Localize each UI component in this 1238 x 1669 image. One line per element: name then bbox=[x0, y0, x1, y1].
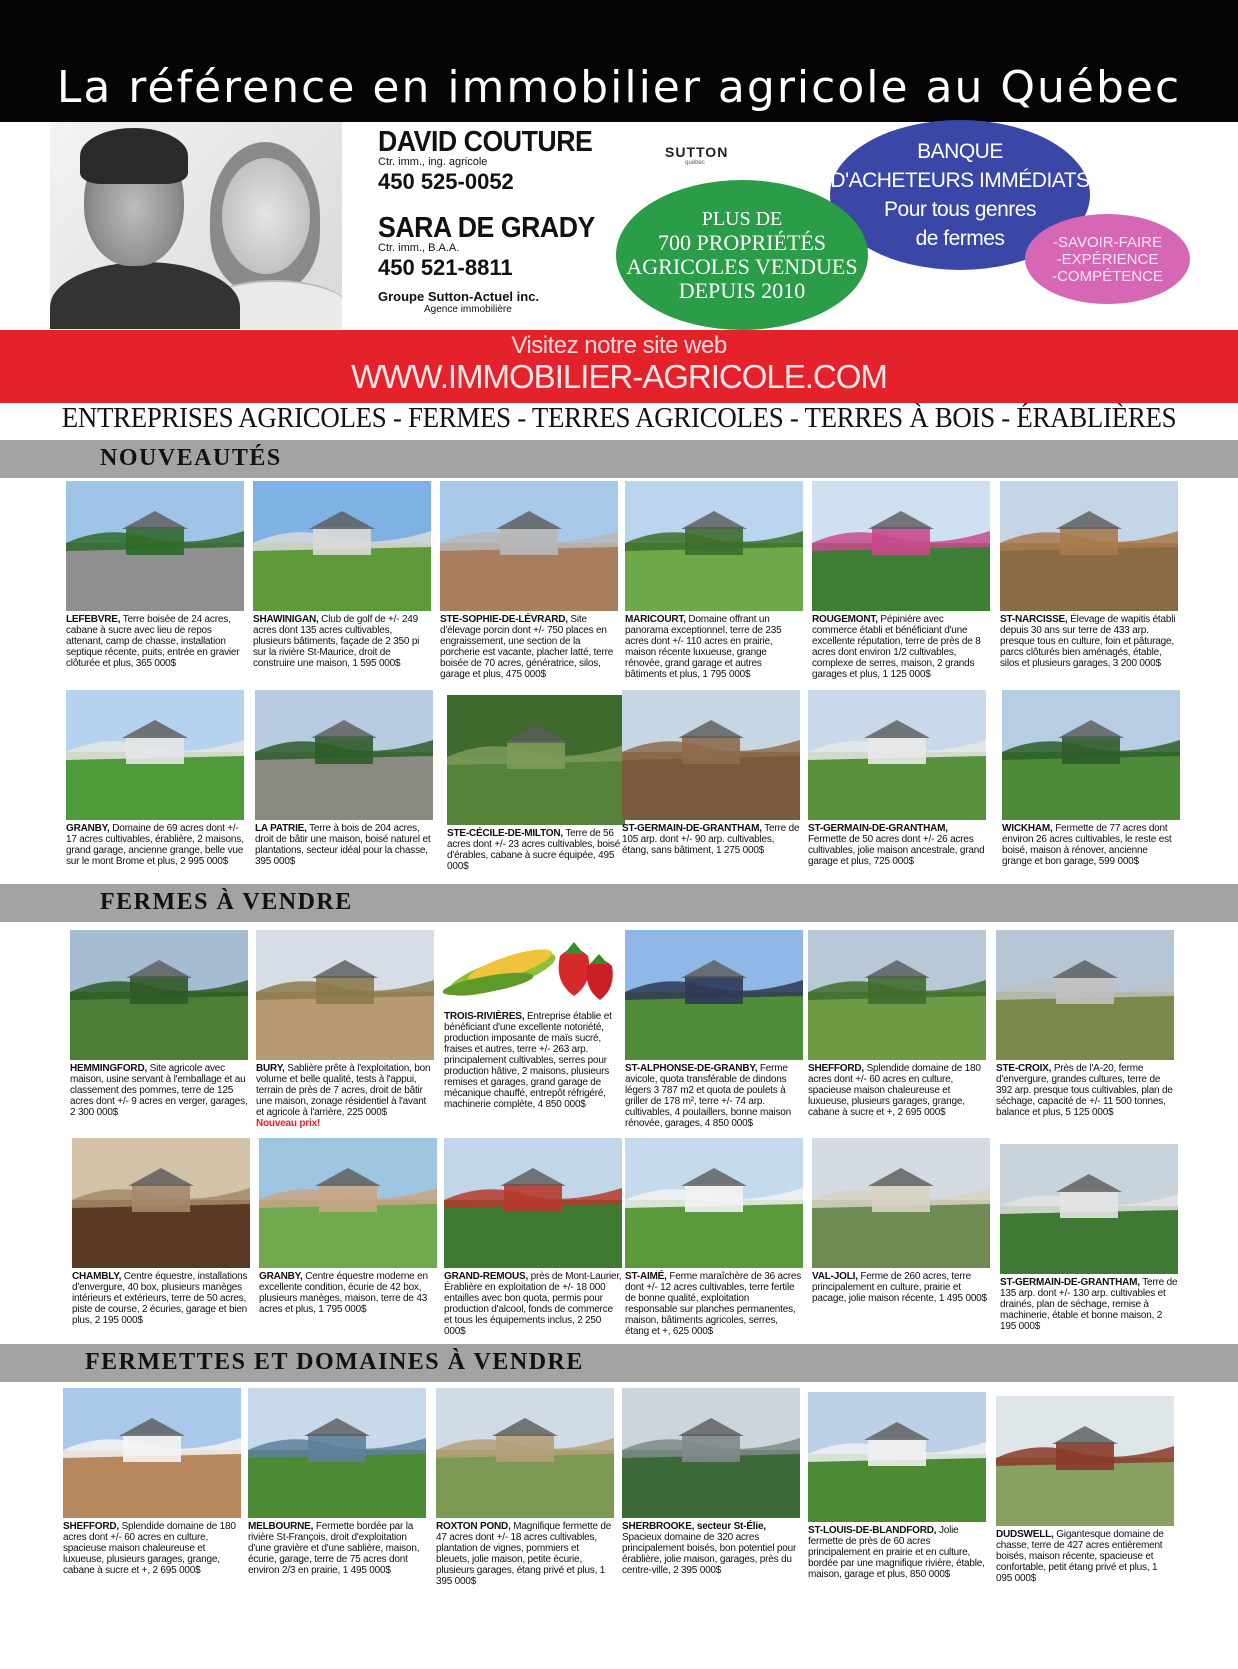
listing-description bbox=[808, 1525, 986, 1580]
listing-city: ST-GERMAIN-DE-GRANTHAM, bbox=[808, 823, 948, 834]
photo-aerial2 bbox=[70, 930, 248, 1060]
listing-city: SHEFFORD, bbox=[63, 1521, 119, 1532]
listing-card[interactable] bbox=[622, 690, 800, 856]
listing-card[interactable] bbox=[625, 481, 803, 680]
photo-river bbox=[248, 1388, 426, 1518]
listing-text: Élevage de wapitis établi depuis 30 ans sur terre de 433 arp. presque tous en culture, foin et pâturage, parcs clôturés bien aménagés, étable, silos et plusieurs garages, 3 200 000$ bbox=[1000, 614, 1176, 669]
listing-text: Ferme de 260 acres, terre principalement en culture, prairie et pacage, jolie maison récente, 1 495 000$ bbox=[812, 1271, 987, 1304]
photo-aerial3 bbox=[808, 930, 986, 1060]
listing-card[interactable] bbox=[436, 1388, 614, 1587]
website-label: Visitez notre site web bbox=[511, 332, 727, 359]
listing-city: ROUGEMONT, bbox=[812, 614, 878, 625]
listing-card[interactable] bbox=[63, 1388, 241, 1576]
listing-text: Près de l'A-20, ferme d'envergure, grandes cultures, terre de 392 arp. presque tous cultivables, plan de séchage, capacité de +/- 11 500 tonnes, balance et plus, 5 125 000$ bbox=[996, 1063, 1173, 1118]
listing-city: GRAND-REMOUS, bbox=[444, 1271, 529, 1282]
listing-description bbox=[447, 828, 625, 872]
listing-photo[interactable] bbox=[63, 1388, 241, 1518]
listing-city: SHERBROOKE, secteur St-Élie, bbox=[622, 1521, 766, 1532]
listing-card[interactable] bbox=[1000, 1144, 1178, 1332]
listing-city: DUDSWELL, bbox=[996, 1529, 1054, 1540]
listing-city: STE-SOPHIE-DE-LÉVRARD, bbox=[440, 614, 568, 625]
photo-orchard bbox=[436, 1388, 614, 1518]
listing-photo[interactable] bbox=[808, 690, 986, 820]
listing-text: Terre boisée de 24 acres, cabane à sucre avec lieu de repos attenant, camp de chasse, installation septique récente, puits, entrée en gravier clôturée et plus, 365 000$ bbox=[66, 614, 240, 669]
agent-role: Ctr. imm., B.A.A. bbox=[378, 242, 460, 254]
listing-card[interactable] bbox=[256, 930, 434, 1129]
listing-description bbox=[808, 823, 986, 867]
agent-role: Ctr. imm., ing. agricole bbox=[378, 156, 488, 168]
listing-description bbox=[1000, 614, 1178, 669]
listing-card[interactable] bbox=[248, 1388, 426, 1576]
listing-description bbox=[256, 1063, 434, 1129]
expertise-bubble: -SAVOIR-FAIRE -EXPÉRIENCE -COMPÉTENCE bbox=[1025, 214, 1190, 304]
photo-bungalow bbox=[812, 1138, 990, 1268]
listing-card[interactable] bbox=[812, 481, 990, 680]
listing-text: Pépinière avec commerce établi et bénéficiant d'une excellente réputation, terre de près de 8 acres dont environ 1/2 cultivables, complexe de serres, maison, 2 grands garages et plus, 1 125 000$ bbox=[812, 614, 981, 680]
photo-farmhouse bbox=[625, 1138, 803, 1268]
listing-card[interactable] bbox=[1000, 481, 1178, 669]
listing-photo[interactable] bbox=[1000, 481, 1178, 611]
listing-description bbox=[625, 1063, 803, 1129]
agent-phone[interactable]: 450 525-0052 bbox=[378, 169, 514, 194]
listing-text: Jolie fermette de près de 60 acres principalement en prairie et en culture, bordée par une magnifique rivière, étable, maison, garage et plus, 850 000$ bbox=[808, 1525, 985, 1580]
listing-photo[interactable] bbox=[253, 481, 431, 611]
listing-city: BURY, bbox=[256, 1063, 285, 1074]
listing-photo[interactable] bbox=[256, 930, 434, 1060]
listing-photo[interactable] bbox=[70, 930, 248, 1060]
listing-card[interactable] bbox=[259, 1138, 437, 1315]
section-fermes: FERMES À VENDRE bbox=[0, 884, 1238, 922]
listing-text: Club de golf de +/- 249 acres dont 135 acres cultivables, plusieurs bâtiments, façade de 2 350 pi sur la rivière St-Maurice, droit de construire une maison, 1 595 000$ bbox=[253, 614, 420, 669]
photo-farm bbox=[1002, 690, 1180, 820]
listing-card[interactable] bbox=[625, 1138, 803, 1337]
listing-card[interactable] bbox=[808, 690, 986, 867]
photo-garage bbox=[622, 1388, 800, 1518]
listing-city: GRANBY, bbox=[259, 1271, 303, 1282]
listing-photo[interactable] bbox=[436, 1388, 614, 1518]
listing-photo[interactable] bbox=[996, 1396, 1174, 1526]
listing-card[interactable] bbox=[996, 930, 1174, 1118]
listing-text: Ferme avicole, quota transférable de dindons légers 3 787 m2 et quota de poulets à griller de 178 m², terre +/- 74 arp. cultivables, 4 poulaillers, bonne maison rénovée, garages, 4 850 000$ bbox=[625, 1063, 791, 1129]
properties-sold-bubble: PLUS DE 700 PROPRIÉTÉS AGRICOLES VENDUES DEPUIS 2010 bbox=[616, 180, 868, 330]
listing-city: SHAWINIGAN, bbox=[253, 614, 319, 625]
listing-photo[interactable] bbox=[440, 481, 618, 611]
photo-poultry bbox=[625, 930, 803, 1060]
listing-card[interactable] bbox=[253, 481, 431, 669]
listing-description bbox=[444, 1011, 622, 1110]
listing-photo[interactable] bbox=[996, 930, 1174, 1060]
listing-text: Centre équestre, installations d'envergure, 40 box, plusieurs manèges intérieurs et extérieurs, terre de 50 acres, piste de course, 2 écuries, garage et bien plus, 2 195 000$ bbox=[72, 1271, 248, 1326]
photo-road bbox=[255, 690, 433, 820]
listing-description bbox=[1000, 1277, 1178, 1332]
listing-text: Domaine de 69 acres dont +/- 17 acres cultivables, érablière, 2 maisons, grand garage, ancienne grange, belle vue sur le mont Brome et plus, 2 995 000$ bbox=[66, 823, 244, 867]
listing-city: HEMMINGFORD, bbox=[70, 1063, 148, 1074]
listing-card[interactable] bbox=[66, 690, 244, 867]
photo-forest bbox=[66, 481, 244, 611]
listing-city: VAL-JOLI, bbox=[812, 1271, 858, 1282]
listing-text: Terre de 135 arp. dont +/- 130 arp. cultivables et drainés, plan de séchage, remise à machinerie, étable et bonne maison, 2 195 000$ bbox=[1000, 1277, 1178, 1332]
photo-greenhouse bbox=[812, 481, 990, 611]
price-note: Nouveau prix! bbox=[256, 1118, 321, 1129]
listing-text: Fermette de 77 acres dont environ 26 acres cultivables, le reste est boisé, maison à rénover, ancienne grange et bon garage, 599 000$ bbox=[1002, 823, 1172, 867]
listing-text: Domaine offrant un panorama exceptionnel, terre de 235 acres dont +/- 110 acres en prairie, maison récente luxueuse, grange rénovée, grand garage et autres bâtiments et plus, 1 795 000$ bbox=[625, 614, 782, 680]
listing-description bbox=[996, 1063, 1174, 1118]
listing-card[interactable] bbox=[255, 690, 433, 867]
photo-golf bbox=[253, 481, 431, 611]
listing-photo[interactable] bbox=[1000, 1144, 1178, 1274]
listing-card[interactable] bbox=[996, 1396, 1174, 1584]
photo-sugar bbox=[444, 1138, 622, 1268]
listing-text: Fermette bordée par la rivière St-François, droit d'exploitation d'une gravière et d'une sablière, maison, écurie, garage, terre de 75 acres dont environ 2/3 en prairie, 1 495 000$ bbox=[248, 1521, 420, 1576]
listing-text: Fermette de 50 acres dont +/- 26 acres cultivables, jolie maison ancestrale, grand garage et plus, 725 000$ bbox=[808, 834, 985, 867]
banner-title: La référence en immobilier agricole au Québec bbox=[56, 62, 1182, 113]
agent-sara bbox=[378, 212, 614, 281]
listing-card[interactable] bbox=[812, 1138, 990, 1304]
agent-name: SARA DE GRADY bbox=[378, 212, 595, 244]
agency-name: Groupe Sutton-Actuel inc. Agence immobilière bbox=[378, 289, 540, 315]
photo-elk bbox=[1000, 481, 1178, 611]
listing-photo[interactable] bbox=[625, 1138, 803, 1268]
listing-description bbox=[996, 1529, 1174, 1584]
listing-photo[interactable] bbox=[66, 690, 244, 820]
listing-city: CHAMBLY, bbox=[72, 1271, 122, 1282]
listing-description bbox=[440, 614, 618, 680]
agents-photo bbox=[50, 122, 342, 329]
agents-header bbox=[0, 122, 1238, 330]
listing-city: MARICOURT, bbox=[625, 614, 686, 625]
photo-farmhouse2 bbox=[808, 1392, 986, 1522]
photo-house bbox=[66, 690, 244, 820]
listing-text: Site d'élevage porcin dont +/- 750 places en engraissement, une section de la porcherie est vacante, placher latté, terre boisée de 70 acres, génératrice, silos, garage et plus, 475 000$ bbox=[440, 614, 614, 680]
website-url[interactable]: WWW.IMMOBILIER-AGRICOLE.COM bbox=[351, 358, 887, 395]
photo-horses bbox=[72, 1138, 250, 1268]
photo-domes bbox=[1000, 1144, 1178, 1274]
listing-text: Ferme maraîchère de 36 acres dont +/- 12 acres cultivables, terre fertile de bonne qualité, exploitation responsable sur planches permanentes, maison, bâtiments agricoles, serres, étang et +, 625 000$ bbox=[625, 1271, 802, 1337]
listing-text: Site agricole avec maison, usine servant à l'emballage et au classement des pommes, terre de 125 acres dont +/- 9 acres en verger, garages, 2 300 000$ bbox=[70, 1063, 248, 1118]
listing-photo[interactable] bbox=[622, 690, 800, 820]
listing-description bbox=[622, 823, 800, 856]
listing-card[interactable] bbox=[622, 1388, 800, 1576]
agent-david bbox=[378, 126, 611, 195]
listing-text: Terre de 105 arp. dont +/- 90 arp. cultivables, étang, sans bâtiment, 1 275 000$ bbox=[622, 823, 800, 856]
listing-city: ROXTON POND, bbox=[436, 1521, 511, 1532]
listing-description bbox=[812, 1271, 990, 1304]
listing-photo[interactable] bbox=[259, 1138, 437, 1268]
listing-description bbox=[253, 614, 431, 669]
produce-illustration bbox=[440, 926, 620, 1008]
photo-silos bbox=[996, 930, 1174, 1060]
listing-card[interactable] bbox=[440, 481, 618, 680]
listing-photo[interactable] bbox=[625, 481, 803, 611]
listing-text: Magnifique fermette de 47 acres dont +/- 18 acres cultivables, plantation de vignes, pommiers et bleuets, jolie maison, petite écurie, plusieurs garages, étang privé et plus, 1 395 000$ bbox=[436, 1521, 612, 1587]
listing-city: LA PATRIE, bbox=[255, 823, 307, 834]
listing-text: Sablière prête à l'exploitation, bon volume et belle qualité, tests à l'appui, terrain de près de 7 acres, droit de bâtir une maison, zonage résidentiel à l'avant et agricole à l'arrière, 225 000$ bbox=[256, 1063, 431, 1118]
listing-city: TROIS-RIVIÈRES, bbox=[444, 1011, 525, 1022]
sutton-logo: SUTTON québec bbox=[665, 144, 729, 166]
photo-valley bbox=[625, 481, 803, 611]
listing-city: LEFEBVRE, bbox=[66, 614, 121, 625]
listing-card[interactable] bbox=[72, 1138, 250, 1326]
listing-city: STE-CROIX, bbox=[996, 1063, 1052, 1074]
listing-card[interactable] bbox=[444, 1008, 622, 1110]
listing-description bbox=[63, 1521, 241, 1576]
listing-card[interactable] bbox=[447, 695, 625, 872]
listing-description bbox=[436, 1521, 614, 1587]
corn-strawberry-icon bbox=[440, 926, 620, 1008]
photo-aerial bbox=[447, 695, 625, 825]
listing-description bbox=[66, 823, 244, 867]
listing-description bbox=[808, 1063, 986, 1118]
photo-luxury bbox=[63, 1388, 241, 1518]
listing-photo[interactable] bbox=[444, 1138, 622, 1268]
listing-description bbox=[625, 1271, 803, 1337]
photo-lodge bbox=[996, 1396, 1174, 1526]
listing-photo[interactable] bbox=[72, 1138, 250, 1268]
top-banner bbox=[0, 0, 1238, 122]
listing-card[interactable] bbox=[808, 1392, 986, 1580]
listing-description bbox=[255, 823, 433, 867]
listing-card[interactable] bbox=[70, 930, 248, 1118]
listing-card[interactable] bbox=[808, 930, 986, 1118]
listing-photo[interactable] bbox=[622, 1388, 800, 1518]
listing-card[interactable] bbox=[625, 930, 803, 1129]
listing-photo[interactable] bbox=[66, 481, 244, 611]
section-nouveautes: NOUVEAUTÉS bbox=[0, 440, 1238, 478]
listing-description bbox=[1002, 823, 1180, 867]
listing-card[interactable] bbox=[66, 481, 244, 669]
listing-description bbox=[625, 614, 803, 680]
listing-text: Splendide domaine de 180 acres dont +/- 60 acres en culture, spacieuse maison chaleureuse et luxueuse, plusieurs garages, grange, cabane à sucre et +, 2 695 000$ bbox=[63, 1521, 236, 1576]
listing-city: MELBOURNE, bbox=[248, 1521, 314, 1532]
listing-description bbox=[444, 1271, 622, 1337]
listing-description bbox=[66, 614, 244, 669]
listing-description bbox=[622, 1521, 800, 1576]
listing-card[interactable] bbox=[444, 1138, 622, 1337]
photo-barn bbox=[440, 481, 618, 611]
listing-city: GRANBY, bbox=[66, 823, 110, 834]
photo-sand bbox=[256, 930, 434, 1060]
listing-card[interactable] bbox=[1002, 690, 1180, 867]
listing-city: SHEFFORD, bbox=[808, 1063, 864, 1074]
listing-text: Terre de 56 acres dont +/- 23 acres cultivables, boisé d'érables, cabane à sucre équipée, 495 000$ bbox=[447, 828, 621, 872]
listing-description bbox=[812, 614, 990, 680]
listing-photo[interactable] bbox=[808, 1392, 986, 1522]
buyers-bank-bubble: BANQUE D'ACHETEURS IMMÉDIATS Pour tous genres de fermes bbox=[830, 120, 1090, 270]
listing-city: ST-GERMAIN-DE-GRANTHAM, bbox=[1000, 1277, 1140, 1288]
listing-text: Terre à bois de 204 acres, droit de bâtir une maison, boisé naturel et plantations, secteur idéal pour la chasse, 395 000$ bbox=[255, 823, 431, 867]
listing-text: Entreprise établie et bénéficiant d'une excellente notoriété, production imposante de maïs sucré, fraises et autres, terre +/- 263 arp. principalement cultivables, serres pour production hâtive, 2 maisons, plusieurs remises et garages, grand garage de mécanique chauffé, entrepôt réfrigéré, machinerie complète, 4 850 000$ bbox=[444, 1011, 612, 1110]
listing-photo[interactable] bbox=[812, 481, 990, 611]
listing-photo[interactable] bbox=[812, 1138, 990, 1268]
listing-city: ST-AIMÉ, bbox=[625, 1271, 667, 1282]
photo-victorian bbox=[808, 690, 986, 820]
listing-description bbox=[259, 1271, 437, 1315]
listing-text: Gigantesque domaine de chasse, terre de 427 acres entièrement boisés, maison récente, spacieuse et confortable, petit étang privé et plus, 1 095 000$ bbox=[996, 1529, 1164, 1584]
listing-description bbox=[72, 1271, 250, 1326]
listing-text: Centre équestre moderne en excellente condition, écurie de 42 box, plusieurs manèges, maison, terre de 43 acres et plus, 1 795 000$ bbox=[259, 1271, 428, 1315]
listing-city: ST-NARCISSE, bbox=[1000, 614, 1068, 625]
listing-text: près de Mont-Laurier, Érablière en exploitation de +/- 18 000 entailles avec bon quota, permis pour production d'alcool, fonds de commerce et tous les équipements inclus, 2 250 000$ bbox=[444, 1271, 622, 1337]
tagline: ENTREPRISES AGRICOLES - FERMES - TERRES AGRICOLES - TERRES À BOIS - ÉRABLIÈRES bbox=[61, 403, 1177, 434]
listing-photo[interactable] bbox=[447, 695, 625, 825]
agent-phone[interactable]: 450 521-8811 bbox=[378, 255, 513, 280]
listing-city: ST-GERMAIN-DE-GRANTHAM, bbox=[622, 823, 762, 834]
listing-text: Spacieux domaine de 320 acres principalement boisés, bon potentiel pour érablière, jolie maison, garages, près du centre-ville, 2 395 000$ bbox=[622, 1532, 797, 1576]
listing-photo[interactable] bbox=[255, 690, 433, 820]
listing-city: ST-ALPHONSE-DE-GRANBY, bbox=[625, 1063, 758, 1074]
listing-photo[interactable] bbox=[625, 930, 803, 1060]
listing-city: STE-CÉCILE-DE-MILTON, bbox=[447, 828, 563, 839]
listing-photo[interactable] bbox=[808, 930, 986, 1060]
photo-field bbox=[622, 690, 800, 820]
website-band bbox=[0, 330, 1238, 403]
agent-name: DAVID COUTURE bbox=[378, 126, 593, 158]
section-fermettes: FERMETTES ET DOMAINES À VENDRE bbox=[0, 1344, 1238, 1382]
listing-city: ST-LOUIS-DE-BLANDFORD, bbox=[808, 1525, 937, 1536]
listing-description bbox=[70, 1063, 248, 1118]
listing-city: WICKHAM, bbox=[1002, 823, 1053, 834]
listing-description bbox=[248, 1521, 426, 1576]
photo-equestrian bbox=[259, 1138, 437, 1268]
listing-text: Splendide domaine de 180 acres dont +/- 60 acres en culture, spacieuse maison chaleureuse et luxueuse, plusieurs garages, grange, cabane à sucre et +, 2 695 000$ bbox=[808, 1063, 981, 1118]
listing-photo[interactable] bbox=[248, 1388, 426, 1518]
listing-photo[interactable] bbox=[1002, 690, 1180, 820]
